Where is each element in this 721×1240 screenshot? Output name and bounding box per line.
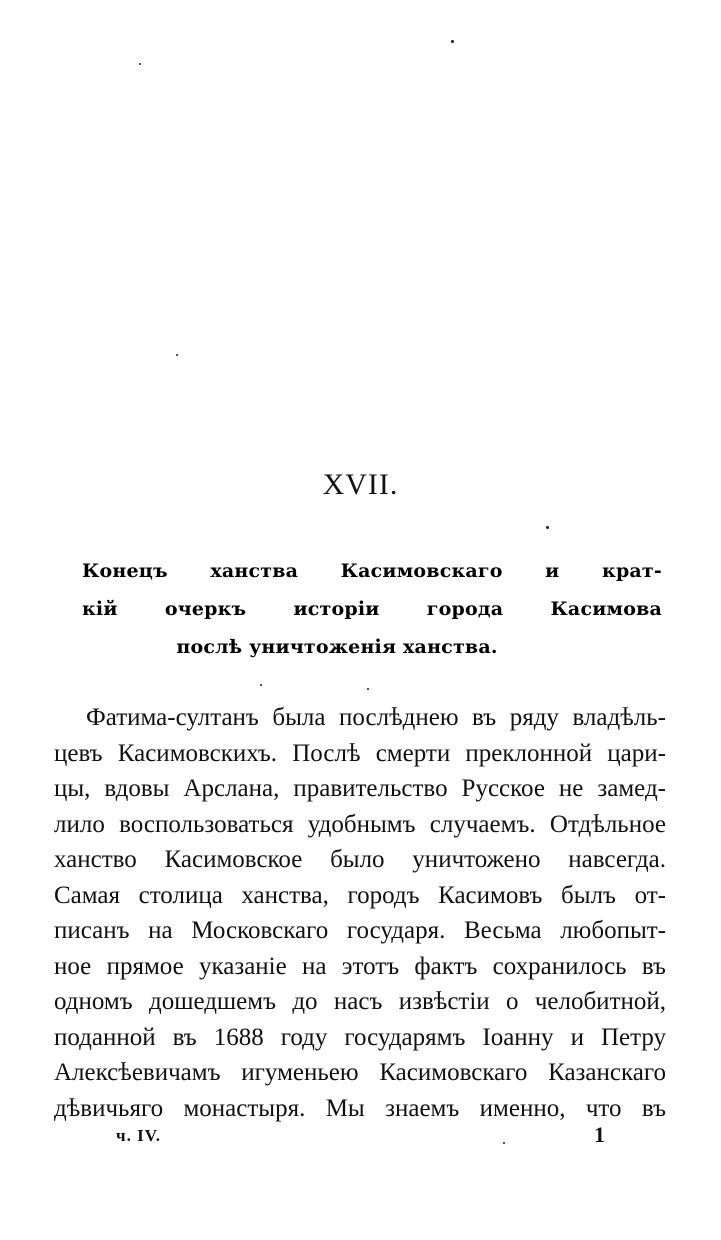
text-line: Фатима-султанъ была послѣднею въ ряду владѣль-	[86, 704, 666, 731]
text-line: лило воспользоваться удобнымъ случаемъ. Отдѣльное	[54, 810, 666, 838]
chapter-number: XVII.	[322, 468, 399, 501]
printer-signature: ч. IV.	[116, 1126, 162, 1145]
paper-speck	[260, 684, 262, 686]
text-line: цевъ Касимовскихъ. Послѣ смерти преклонной цари-	[54, 739, 666, 767]
paper-speck	[367, 688, 369, 690]
paper-speck	[176, 354, 178, 356]
chapter-title-line: послѣ уничтоженія ханства.	[176, 636, 498, 658]
chapter-title	[82, 552, 662, 666]
paper-speck	[546, 526, 549, 529]
text-line: одномъ дошедшемъ до насъ извѣстіи о челобитной,	[54, 988, 666, 1015]
text-line: поданной въ 1688 году государямъ Іоанну и Петру	[54, 1023, 666, 1051]
page-footer	[0, 1122, 721, 1152]
chapter-title-line: Конецъ ханства Касимовскаго и крат-	[82, 560, 662, 582]
text-line: дѣвичьяго монастыря. Мы знаемъ именно, что въ	[54, 1094, 666, 1122]
text-line: ханство Касимовское было уничтожено навсегда.	[54, 846, 666, 873]
text-line: Алексѣевичамъ игуменьею Касимовскаго Казанскаго	[54, 1059, 666, 1086]
text-line: Самая столица ханства, городъ Касимовъ былъ от-	[54, 881, 666, 909]
chapter-title-line: кій очеркъ исторіи города Касимова	[82, 598, 662, 620]
paper-speck	[451, 40, 454, 43]
text-line: ное прямое указаніе на этотъ фактъ сохранилось въ	[54, 952, 666, 980]
text-line: писанъ на Московскаго государя. Весьма любопыт-	[54, 917, 666, 944]
paper-speck	[139, 63, 141, 65]
text-line: цы, вдовы Арслана, правительство Русское не замед-	[54, 775, 666, 802]
page-number: 1	[594, 1122, 605, 1147]
body-paragraph	[54, 700, 666, 1126]
